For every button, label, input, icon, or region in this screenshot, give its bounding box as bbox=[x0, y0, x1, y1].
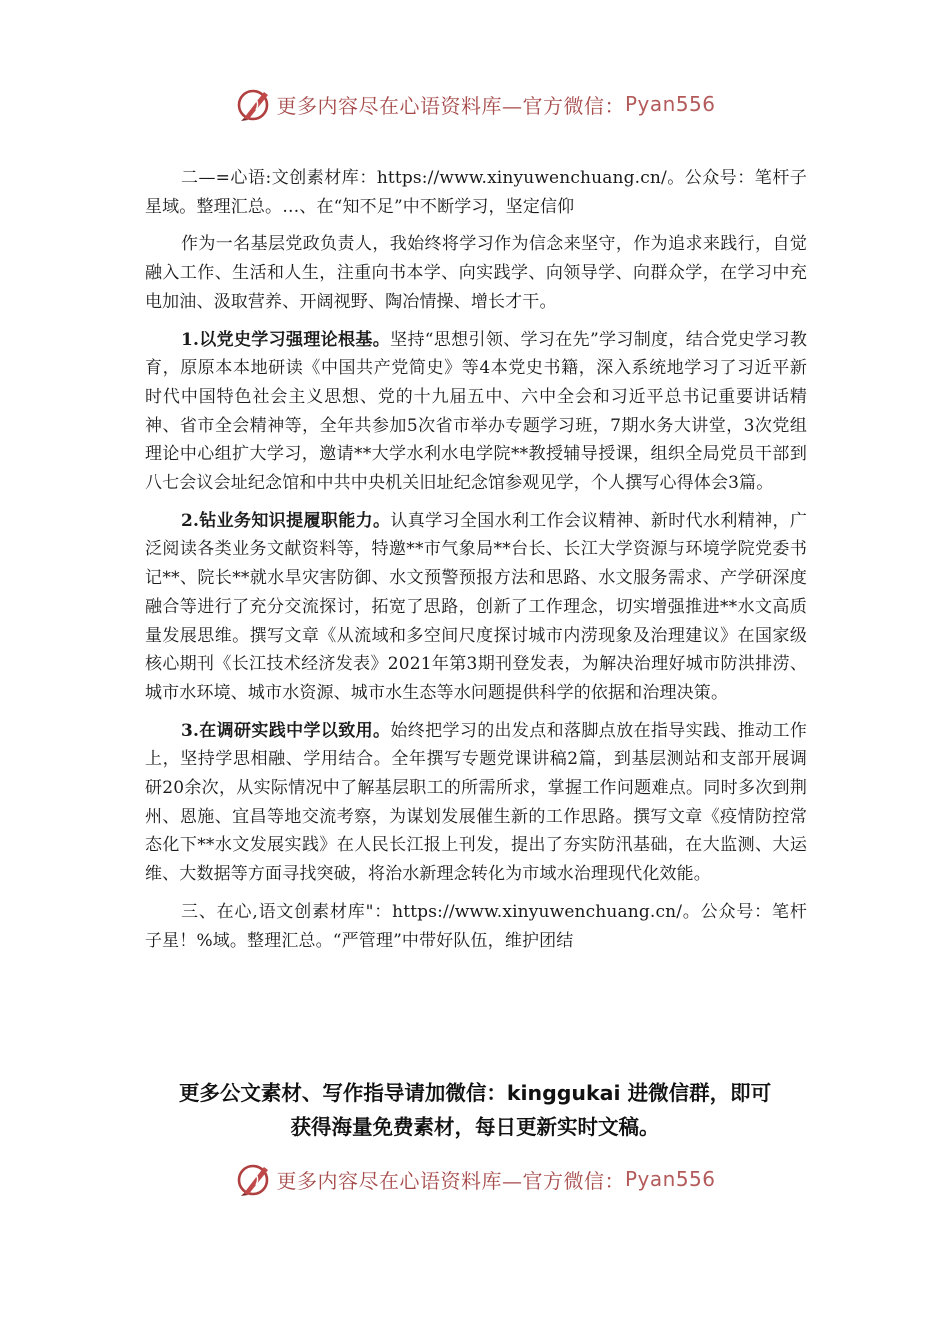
pen-logo-icon bbox=[234, 84, 274, 124]
paragraph-point-3 bbox=[145, 717, 807, 889]
paragraph-point-1 bbox=[145, 326, 807, 498]
footer-banner bbox=[0, 1157, 950, 1201]
wechat-id: Pyan556 bbox=[624, 92, 716, 116]
promo-line-2: 获得海量免费素材，每日更新实时文稿。 bbox=[290, 1115, 660, 1139]
banner-text: 更多内容尽在心语资料库—官方微信： bbox=[276, 1168, 625, 1193]
promo-notice bbox=[120, 1076, 830, 1144]
paragraph-section-3-heading: 三、在心,语文创素材库"：https://www.xinyuwenchuang.cn/。公众号：笔杆子星！%域。整理汇总。“严管理”中带好队伍，维护团结 bbox=[145, 901, 807, 951]
point-3-text: 始终把学习的出发点和落脚点放在指导实践、推动工作上，坚持学思相融、学用结合。全年撰写专题党课讲稿2篇，到基层测站和支部开展调研20余次，从实际情况中了解基层职工的所需所求，掌握工作问题难点。同时多次到荆州、恩施、宜昌等地交流考察，为谋划发展催生新的工作思路。撰写文章《疫情防控常态化下**水文发展实践》在人民长江报上刊发，提出了夯实防汛基础，在大监测、大运维、大数据等方面寻找突破，将治水新理念转化为市域水治理现代化效能。 bbox=[145, 720, 807, 885]
point-2-text: 认真学习全国水利工作会议精神、新时代水利精神，广泛阅读各类业务文献资料等，特邀**市气象局**台长、长江大学资源与环境学院党委书记**、院长**就水旱灾害防御、水文预警预报方法和思路、水文服务需求、产学研深度融合等进行了充分交流探讨，拓宽了思路，创新了工作理念，切实增强推进**水文高质量发展思维。撰写文章《从流域和多空间尺度探讨城市内涝现象及治理建议》在国家级核心期刊《长江技术经济发表》2021年第3期刊登发表，为解决治理好城市防洪排涝、城市水环境、城市水资源、城市水生态等水问题提供科学的依据和治理决策。 bbox=[145, 510, 807, 703]
paragraph-intro: 作为一名基层党政负责人，我始终将学习作为信念来坚守，作为追求来践行，自觉融入工作、生活和人生，注重向书本学、向实践学、向领导学、向群众学，在学习中充电加油、汲取营养、开阔视野、陶冶情操、增长才干。 bbox=[145, 234, 807, 312]
wechat-id: Pyan556 bbox=[624, 1167, 716, 1191]
banner-text: 更多内容尽在心语资料库—官方微信： bbox=[276, 93, 625, 118]
point-2-heading: 2.钻业务知识提履职能力。 bbox=[181, 510, 391, 531]
point-1-text: 坚持“思想引领、学习在先”学习制度，结合党史学习教育，原原本本地研读《中国共产党简史》等4本党史书籍，深入系统地学习了习近平新时代中国特色社会主义思想、党的十九届五中、六中全会和习近平总书记重要讲话精神、省市全会精神等，全年共参加5次省市举办专题学习班，7期水务大讲堂，3次党组理论中心组扩大学习，邀请**大学水利水电学院**教授辅导授课，组织全局党员干部到八七会议会址纪念馆和中共中央机关旧址纪念馆参观见学，个人撰写心得体会3篇。 bbox=[145, 329, 807, 494]
document-body bbox=[145, 164, 807, 964]
pen-logo-icon bbox=[234, 1159, 274, 1199]
promo-line-1: 更多公文素材、写作指导请加微信：kinggukai 进微信群，即可 bbox=[178, 1081, 772, 1105]
paragraph-intro-heading: 二—=心语:文创素材库：https://www.xinyuwenchuang.cn/。公众号：笔杆子星域。整理汇总。…、在“知不足”中不断学习，坚定信仰 bbox=[145, 168, 807, 217]
point-3-heading: 3.在调研实践中学以致用。 bbox=[181, 720, 391, 741]
paragraph-point-2 bbox=[145, 507, 807, 708]
point-1-heading: 1.以党史学习强理论根基。 bbox=[181, 329, 391, 350]
header-banner bbox=[0, 82, 950, 126]
